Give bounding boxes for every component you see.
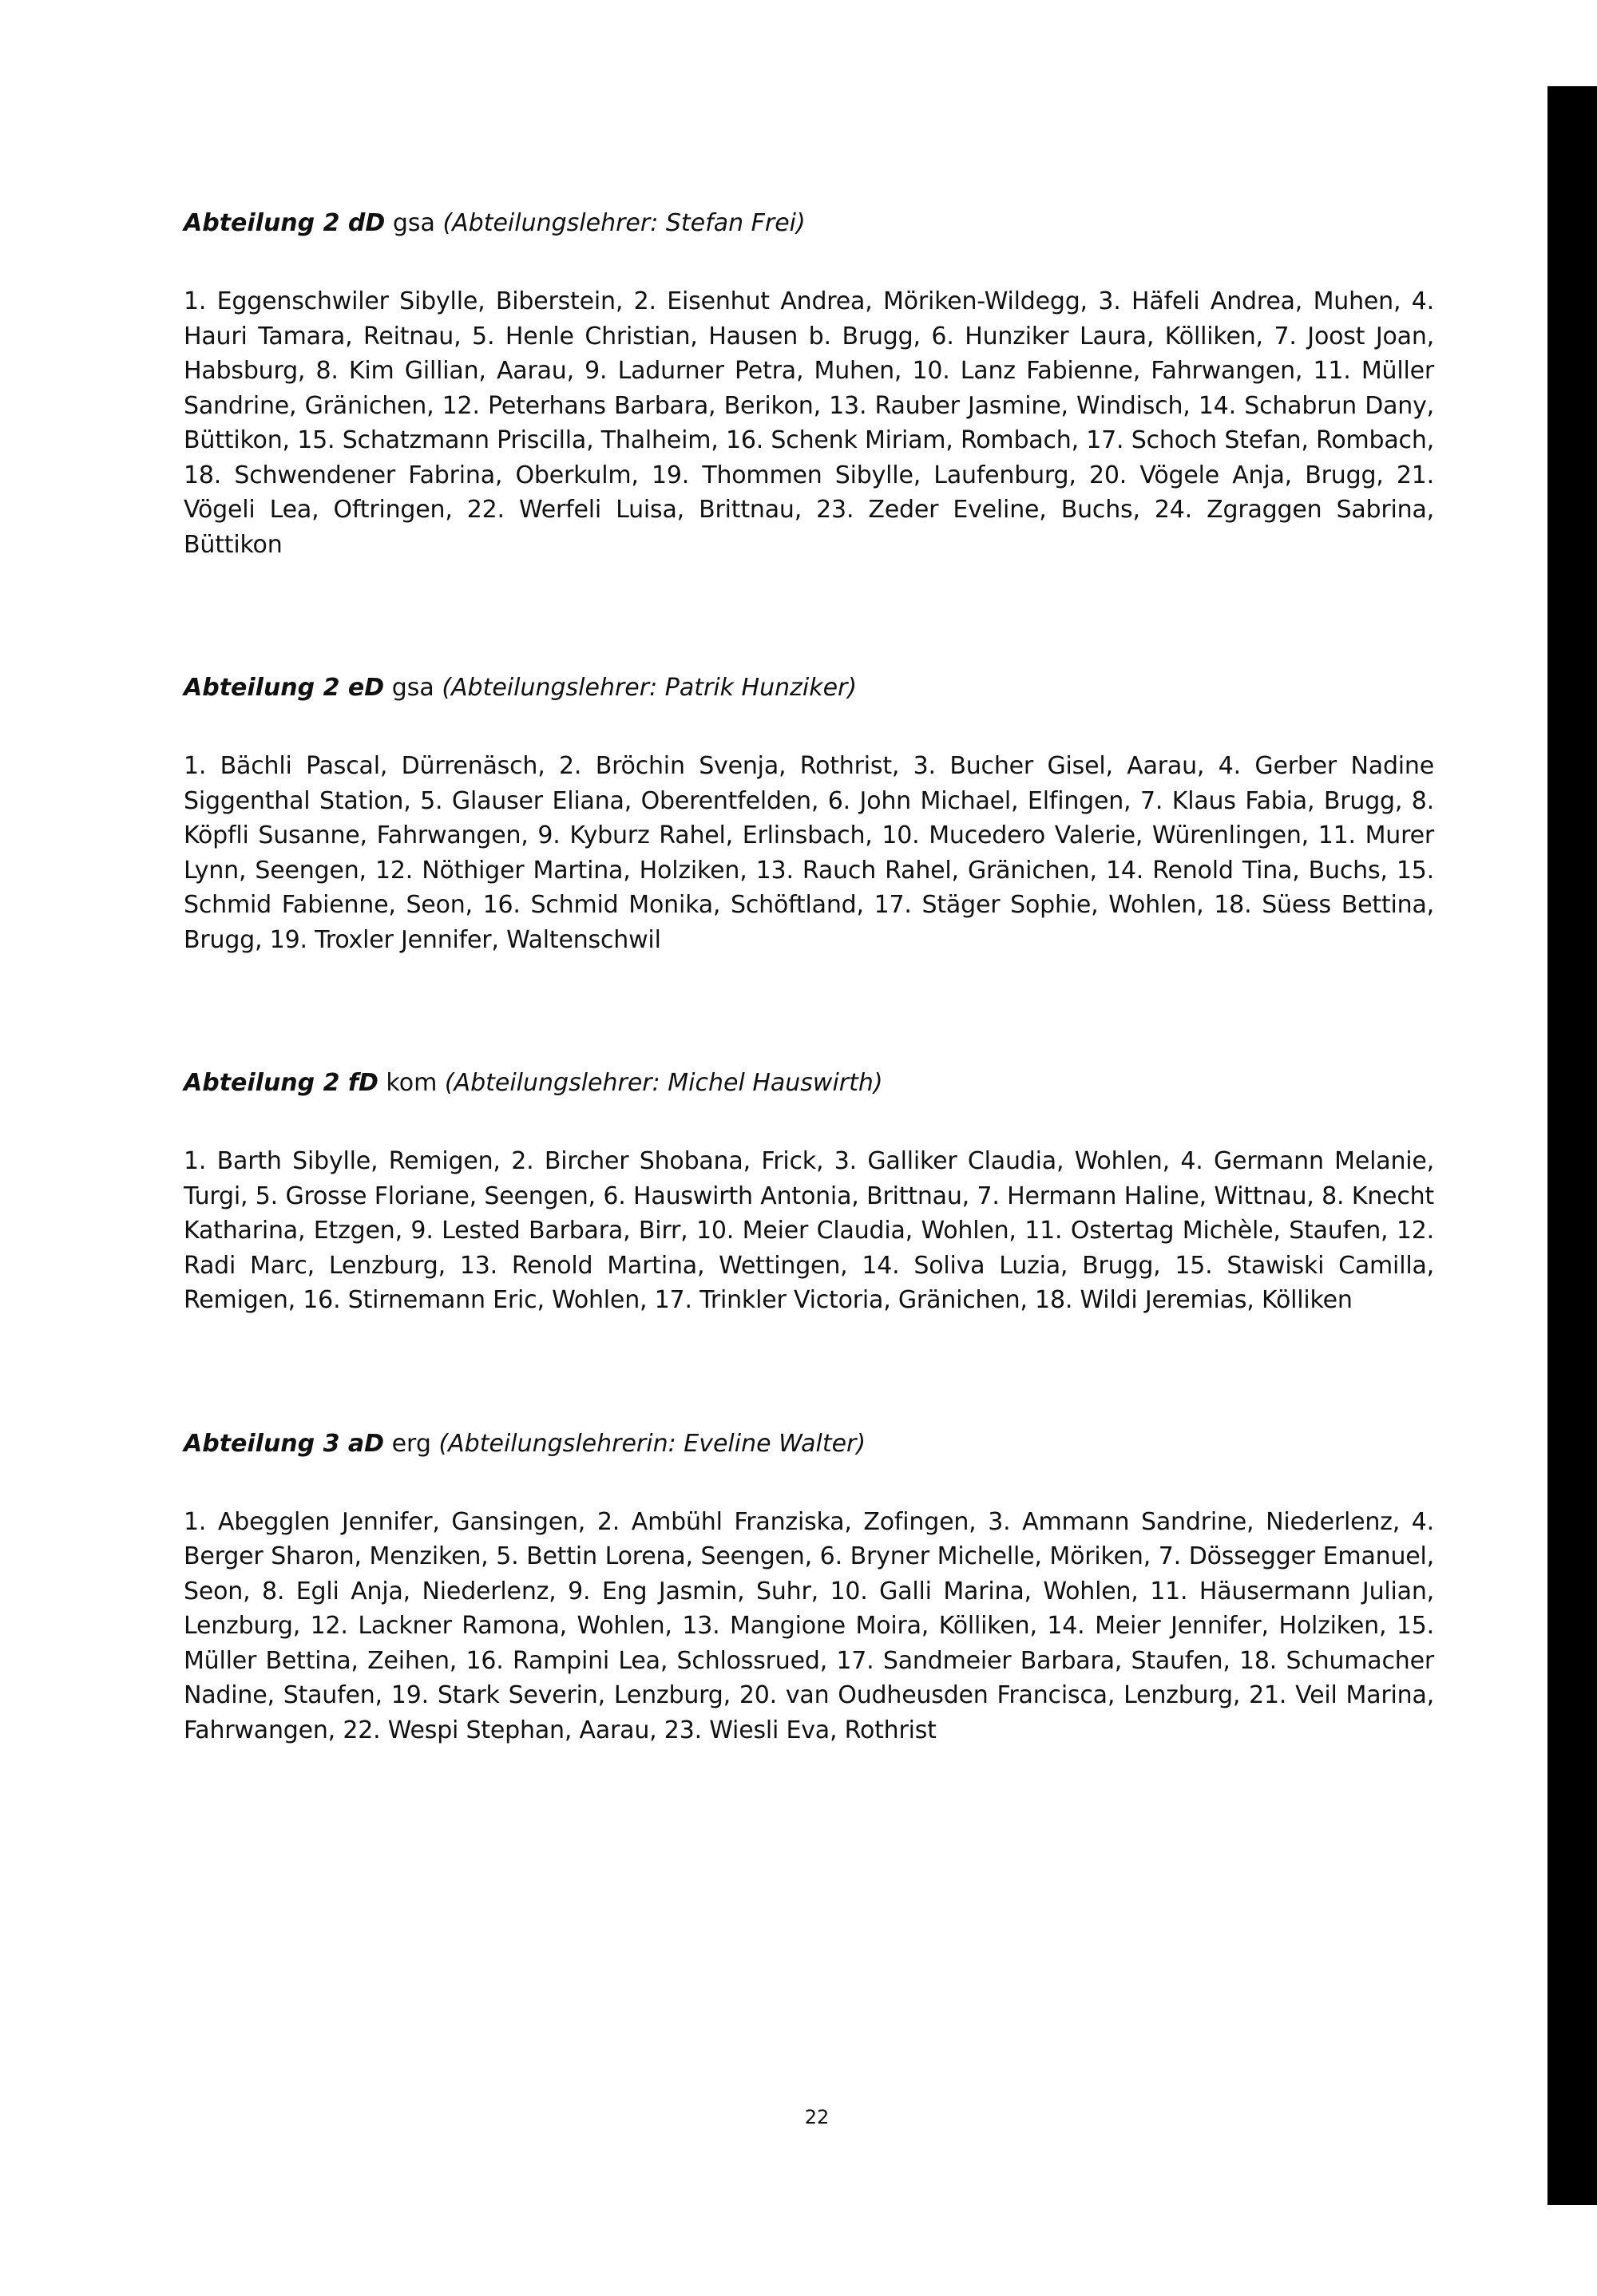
section-2fd — [184, 1066, 1434, 1318]
section-title: Abteilung 3 aD — [184, 1429, 385, 1458]
section-subject: gsa — [392, 209, 435, 237]
document-page — [86, 86, 1547, 2205]
section-subject: kom — [386, 1069, 438, 1097]
section-heading — [184, 206, 1434, 241]
section-heading — [184, 671, 1434, 706]
section-heading — [184, 1066, 1434, 1101]
section-title: Abteilung 2 fD — [184, 1069, 378, 1097]
section-subject: gsa — [391, 674, 434, 702]
section-3ad — [184, 1427, 1434, 1748]
section-teacher: (Abteilungslehrerin: Eveline Walter) — [438, 1429, 866, 1458]
student-list: 1. Eggenschwiler Sibylle, Biberstein, 2. Eisenhut Andrea, Möriken-Wildegg, 3. Häfeli Andrea, Muhen, 4. Hauri Tamara, Reitnau, 5. Henle Christian, Hausen b. Brugg, 6. Hunziker Laura, Kölliken, 7. Joost Joan, Habsburg, 8. Kim Gillian, Aarau, 9. Ladurner Petra, Muhen, 10. Lanz Fabienne, Fahrwangen, 11. Müller Sandrine, Gränichen, 12. Peterhans Barbara, Berikon, 13. Rauber Jasmine, Windisch, 14. Schabrun Dany, Büttikon, 15. Schatzmann Priscilla, Thalheim, 16. Schenk Miriam, Rombach, 17. Schoch Stefan, Rombach, 18. Schwendener Fabrina, Oberkulm, 19. Thommen Sibylle, Laufenburg, 20. Vögele Anja, Brugg, 21. Vögeli Lea, Oftringen, 22. Werfeli Luisa, Brittnau, 23. Zeder Eveline, Buchs, 24. Zgraggen Sabrina, Büttikon — [184, 287, 1434, 559]
section-teacher: (Abteilungslehrer: Stefan Frei) — [442, 209, 806, 237]
scan-border — [86, 86, 1597, 2205]
section-subject: erg — [391, 1429, 431, 1458]
section-title: Abteilung 2 dD — [184, 209, 386, 237]
section-teacher: (Abteilungslehrer: Michel Hauswirth) — [444, 1069, 883, 1097]
section-2ed — [184, 671, 1434, 957]
section-2dd — [184, 206, 1434, 562]
section-heading — [184, 1427, 1434, 1462]
section-teacher: (Abteilungslehrer: Patrik Hunziker) — [442, 674, 858, 702]
student-list: 1. Abegglen Jennifer, Gansingen, 2. Ambühl Franziska, Zofingen, 3. Ammann Sandrine, Niederlenz, 4. Berger Sharon, Menziken, 5. Bettin Lorena, Seengen, 6. Bryner Michelle, Möriken, 7. Dössegger Emanuel, Seon, 8. Egli Anja, Niederlenz, 9. Eng Jasmin, Suhr, 10. Galli Marina, Wohlen, 11. Häusermann Julian, Lenzburg, 12. Lackner Ramona, Wohlen, 13. Mangione Moira, Kölliken, 14. Meier Jennifer, Holziken, 15. Müller Bettina, Zeihen, 16. Rampini Lea, Schlossrued, 17. Sandmeier Barbara, Staufen, 18. Schumacher Nadine, Staufen, 19. Stark Severin, Lenzburg, 20. van Oudheusden Francisca, Lenzburg, 21. Veil Marina, Fahrwangen, 22. Wespi Stephan, Aarau, 23. Wiesli Eva, Rothrist — [184, 1507, 1434, 1744]
section-title: Abteilung 2 eD — [184, 674, 385, 702]
page-number: 22 — [804, 2106, 830, 2128]
page-content — [184, 206, 1434, 1856]
student-list: 1. Bächli Pascal, Dürrenäsch, 2. Bröchin Svenja, Rothrist, 3. Bucher Gisel, Aarau, 4. Gerber Nadine Siggenthal Station, 5. Glauser Eliana, Oberentfelden, 6. John Michael, Elfingen, 7. Klaus Fabia, Brugg, 8. Köpfli Susanne, Fahrwangen, 9. Kyburz Rahel, Erlinsbach, 10. Mucedero Valerie, Würenlingen, 11. Murer Lynn, Seengen, 12. Nöthiger Martina, Holziken, 13. Rauch Rahel, Gränichen, 14. Renold Tina, Buchs, 15. Schmid Fabienne, Seon, 16. Schmid Monika, Schöftland, 17. Stäger Sophie, Wohlen, 18. Süess Bettina, Brugg, 19. Troxler Jennifer, Waltenschwil — [184, 752, 1434, 954]
student-list: 1. Barth Sibylle, Remigen, 2. Bircher Shobana, Frick, 3. Galliker Claudia, Wohlen, 4. Germann Melanie, Turgi, 5. Grosse Floriane, Seengen, 6. Hauswirth Antonia, Brittnau, 7. Hermann Haline, Wittnau, 8. Knecht Katharina, Etzgen, 9. Lested Barbara, Birr, 10. Meier Claudia, Wohlen, 11. Ostertag Michèle, Staufen, 12. Radi Marc, Lenzburg, 13. Renold Martina, Wettingen, 14. Soliva Luzia, Brugg, 15. Stawiski Camilla, Remigen, 16. Stirnemann Eric, Wohlen, 17. Trinkler Victoria, Gränichen, 18. Wildi Jeremias, Kölliken — [184, 1147, 1434, 1314]
